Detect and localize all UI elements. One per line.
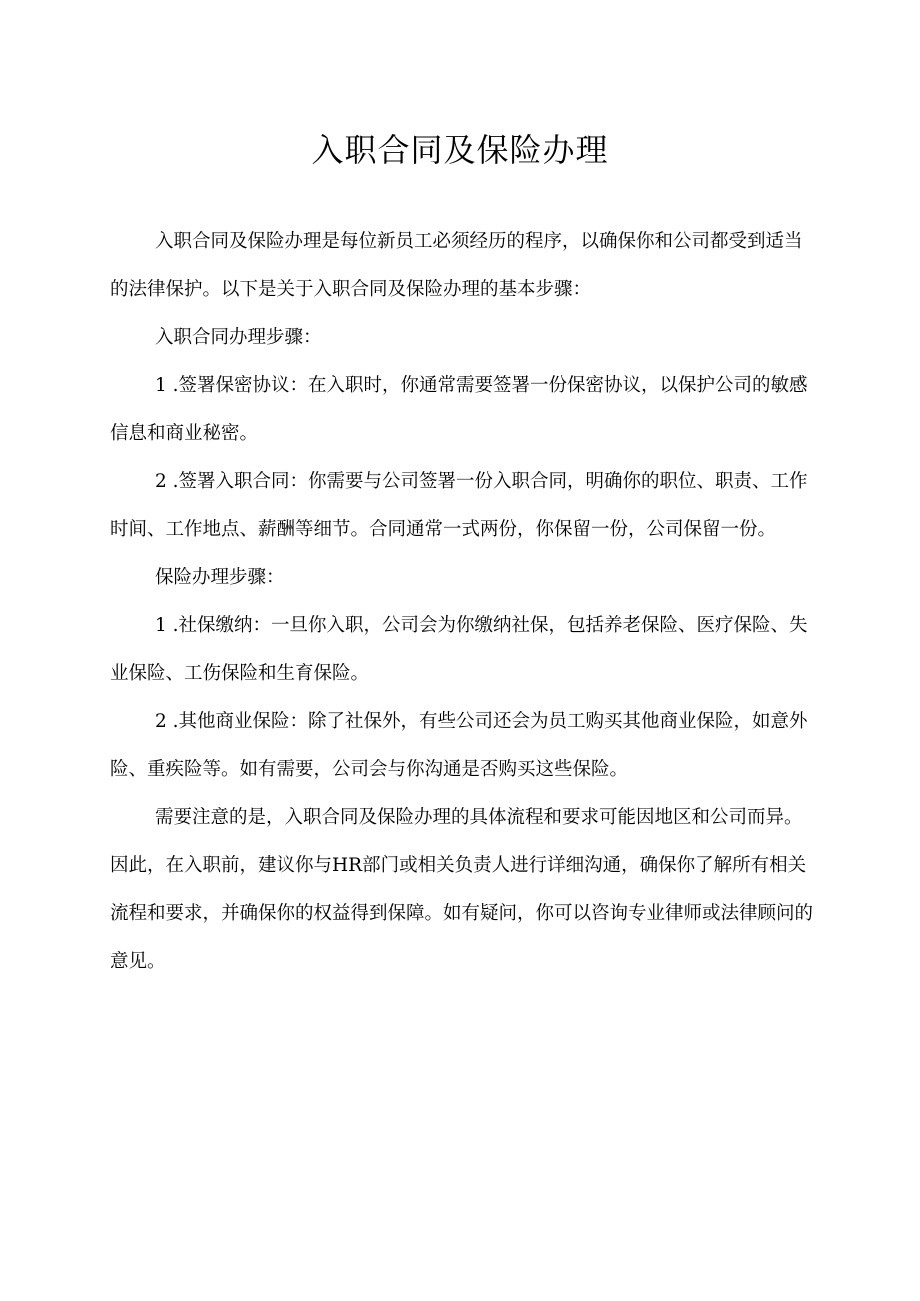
insurance-steps-heading: 保险办理步骤： (155, 567, 285, 588)
document-body (110, 218, 820, 986)
contract-step-1: 1 .签署保密协议：在入职时，你通常需要签署一份保密协议，以保护公司的敏感信息和商业秘密。 (110, 375, 808, 444)
intro-paragraph: 入职合同及保险办理是每位新员工必须经历的程序，以确保你和公司都受到适当的法律保护。以下是关于入职合同及保险办理的基本步骤： (110, 231, 803, 300)
insurance-step-1: 1 .社保缴纳：一旦你入职，公司会为你缴纳社保，包括养老保险、医疗保险、失业保险、工伤保险和生育保险。 (110, 615, 808, 684)
contract-step-2: 2 .签署入职合同：你需要与公司签署一份入职合同，明确你的职位、职责、工作时间、工作地点、薪酬等细节。合同通常一式两份，你保留一份，公司保留一份。 (110, 471, 808, 540)
insurance-step-2: 2 .其他商业保险：除了社保外，有些公司还会为员工购买其他商业保险，如意外险、重疾险等。如有需要，公司会与你沟通是否购买这些保险。 (110, 711, 808, 780)
contract-steps-heading: 入职合同办理步骤： (155, 327, 322, 348)
document-title: 入职合同及保险办理 (311, 131, 609, 169)
closing-paragraph: 需要注意的是，入职合同及保险办理的具体流程和要求可能因地区和公司而异。因此，在入职前，建议你与HR部门或相关负责人进行详细沟通，确保你了解所有相关流程和要求，并确保你的权益得到保障。如有疑问，你可以咨询专业律师或法律顾问的意见。 (110, 807, 814, 972)
